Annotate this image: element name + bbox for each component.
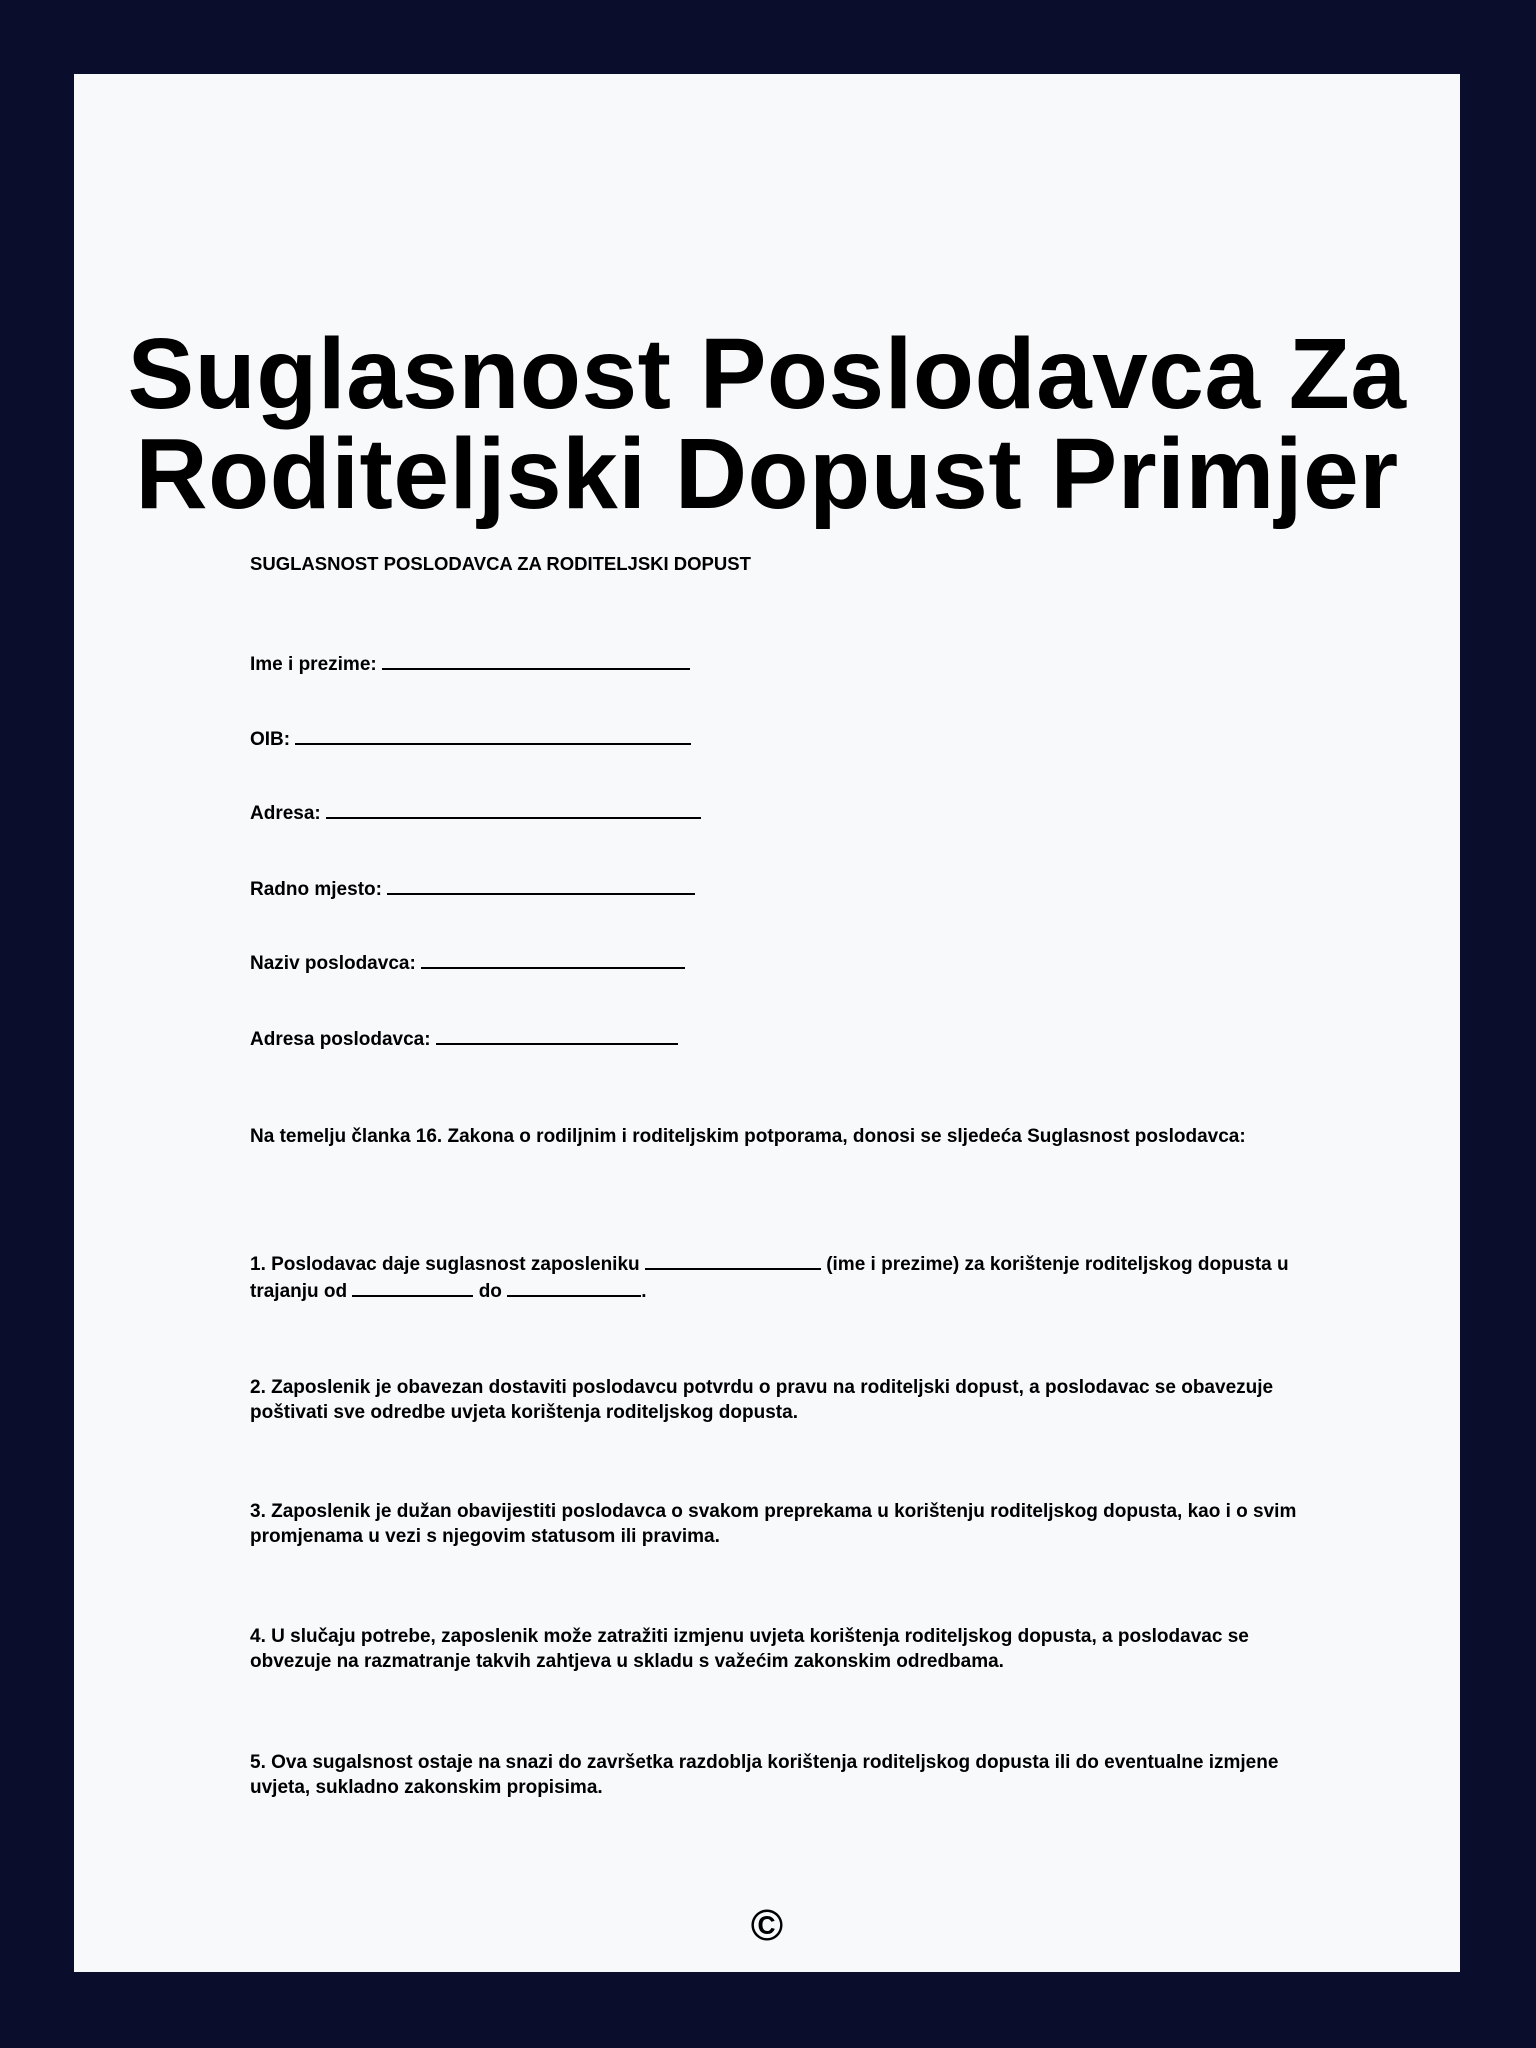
- field-adresa-poslodavca: [250, 1025, 1300, 1052]
- field-label: Radno mjesto:: [250, 879, 382, 900]
- field-label: Naziv poslodavca:: [250, 953, 416, 974]
- clause-1: [250, 1250, 1300, 1304]
- blank-date-from[interactable]: [352, 1277, 473, 1297]
- field-label: Adresa:: [250, 803, 321, 824]
- blank-employee-name[interactable]: [645, 1250, 821, 1270]
- clause-3: 3. Zaposlenik je dužan obavijestiti poslodavca o svakom preprekama u korištenju roditeljskog dopusta, kao i o svim promjenama u vezi s njegovim statusom ili pravima.: [250, 1501, 1297, 1547]
- field-radno-mjesto: [250, 875, 1300, 902]
- field-oib: [250, 725, 1300, 752]
- blank-line[interactable]: [387, 875, 695, 895]
- title-line-1: Suglasnost Poslodavca Za: [127, 318, 1407, 430]
- blank-line[interactable]: [382, 650, 690, 670]
- blank-line[interactable]: [421, 949, 685, 969]
- blank-date-to[interactable]: [507, 1277, 641, 1297]
- field-label: OIB:: [250, 729, 291, 750]
- clause-text: 1. Poslodavac daje suglasnost zaposleniku: [250, 1254, 640, 1275]
- clause-text: do: [478, 1281, 502, 1302]
- copyright-icon: ©: [750, 1901, 784, 1950]
- field-ime-prezime: [250, 650, 1300, 677]
- field-adresa: [250, 799, 1300, 826]
- field-label: Adresa poslodavca:: [250, 1029, 431, 1050]
- form-heading: SUGLASNOST POSLODAVCA ZA RODITELJSKI DOPUST: [250, 553, 751, 574]
- title-line-2: Roditeljski Dopust Primjer: [135, 418, 1399, 530]
- intro-paragraph: Na temelju članka 16. Zakona o rodiljnim i roditeljskim potporama, donosi se sljedeća Suglasnost poslodavca:: [250, 1126, 1246, 1147]
- clause-2: 2. Zaposlenik je obavezan dostaviti poslodavcu potvrdu o pravu na roditeljski dopust, a poslodavac se obavezuje poštivati sve odredbe uvjeta korištenja roditeljskog dopusta.: [250, 1377, 1274, 1423]
- clause-text: (ime i prezime) za korištenje roditeljskog dopusta u trajanju od: [250, 1254, 1289, 1302]
- blank-line[interactable]: [295, 725, 691, 745]
- document-page: [74, 74, 1460, 1972]
- blank-line[interactable]: [326, 799, 701, 819]
- page-title: [74, 318, 1460, 530]
- clause-text: .: [641, 1281, 647, 1302]
- blank-line[interactable]: [436, 1025, 678, 1045]
- clause-4: 4. U slučaju potrebe, zaposlenik može zatražiti izmjenu uvjeta korištenja roditeljskog dopusta, a poslodavac se obvezuje na razmatranje takvih zahtjeva u skladu s važećim zakonskim odredbama.: [250, 1626, 1249, 1672]
- clause-5: 5. Ova sugalsnost ostaje na snazi do završetka razdoblja korištenja roditeljskog dopusta ili do eventualne izmjene uvjeta, sukladno zakonskim propisima.: [250, 1752, 1279, 1798]
- field-label: Ime i prezime:: [250, 654, 377, 675]
- field-naziv-poslodavca: [250, 949, 1300, 976]
